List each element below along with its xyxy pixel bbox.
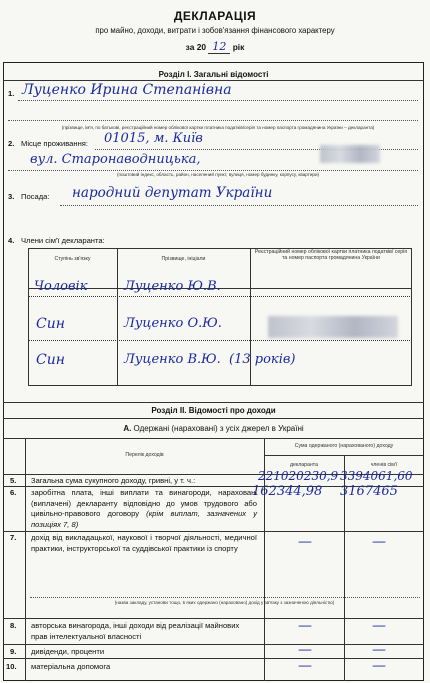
item2-number: 2. <box>8 139 15 148</box>
income-header-sep <box>264 455 424 456</box>
row5-family: 3394061,60 <box>340 469 413 483</box>
item2-caption: (поштовий індекс, область, район, населений пункт, вулиця, номер будинку, корпусу, квартири) <box>116 172 320 177</box>
year-suffix: рік <box>232 42 245 52</box>
section2-title: Розділ ІІ. Відомості про доходи <box>151 406 276 415</box>
row6-bottom <box>3 531 424 532</box>
row8-bottom <box>3 644 424 645</box>
row6-text-main: заробітна плата, інші виплати та винагороди, нараховані (виплачені) декларанту відповідно до умов трудового або цивільно-правового договору <box>31 488 257 518</box>
row6-declarant: 162344,98 <box>252 484 323 499</box>
row8-declarant: — <box>298 618 312 634</box>
row6-family: 3167465 <box>340 484 398 499</box>
family-row-1-name: Луценко Ю.В. <box>124 279 221 294</box>
family-row-1-relation: Чоловік <box>34 279 88 294</box>
family-row-3-relation: Син <box>36 352 65 368</box>
row5-declarant: 221020230,9 <box>258 469 339 483</box>
row10-number: 10. <box>6 662 17 671</box>
family-header-name: Прізвище, ініціали <box>161 256 206 262</box>
item3-number: 3. <box>8 192 15 201</box>
family-row-1-line <box>28 296 412 297</box>
item2-underline-2 <box>8 170 418 171</box>
subtitle-letter: А. <box>123 424 132 433</box>
section2-top-divider <box>3 402 424 403</box>
row7-text: дохід від викладацької, наукової і творчої діяльності, медичної практики, інструкторської та суддівської практики із спорту <box>31 533 257 553</box>
position-label: Посада: <box>21 192 50 201</box>
row10-text: матеріальна допомога <box>31 662 111 671</box>
income-header-list: Перелік доходів <box>125 452 164 458</box>
residence-city: 01015, м. Київ <box>104 131 203 146</box>
row7-bottom <box>3 618 424 619</box>
family-row-2-line <box>28 340 412 341</box>
row9-declarant: — <box>298 642 312 658</box>
item3-underline <box>60 205 418 206</box>
redacted-family-reg <box>268 316 398 338</box>
family-label: Члени сім'ї декларанта: <box>21 236 105 245</box>
row10-declarant: — <box>298 658 312 674</box>
family-row-3-name: Луценко В.Ю. (13 років) <box>124 352 296 367</box>
section2-subtitle <box>3 424 424 433</box>
income-header-sum: Сума одержаного (нарахованого) доходу <box>294 443 394 449</box>
declarant-name: Луценко Ирина Степанівна <box>22 82 232 98</box>
row9-text: дивіденди, проценти <box>31 647 105 656</box>
row7-declarant: — <box>298 534 312 550</box>
income-header-declarant: декларанта <box>290 462 318 468</box>
income-header-family: членів сім'ї <box>370 462 398 468</box>
family-header-relation: Ступінь зв'язку <box>54 256 91 262</box>
year-prefix: за 20 <box>185 42 207 52</box>
family-col-sep-1 <box>117 248 118 386</box>
row10-family: — <box>372 658 386 674</box>
position-value: народний депутат України <box>72 185 273 201</box>
row7-number: 7. <box>10 533 17 542</box>
row8-number: 8. <box>10 621 17 630</box>
declaration-year <box>0 40 430 54</box>
residence-street: вул. Старонаводницька, <box>30 152 201 167</box>
residence-label: Місце проживання: <box>21 139 88 148</box>
row5-text: Загальна сума сукупного доходу, гривні, у т. ч.: <box>31 476 196 485</box>
item4-number: 4. <box>8 236 15 245</box>
family-row-2-relation: Син <box>36 316 65 332</box>
item1-number: 1. <box>8 89 15 98</box>
document-title: ДЕКЛАРАЦІЯ <box>173 9 257 23</box>
section1-title: Розділ І. Загальні відомості <box>158 70 269 79</box>
income-table-top <box>3 438 424 439</box>
redacted-address <box>320 145 380 163</box>
year-value: 12 <box>208 40 230 54</box>
row7-caption: (назва закладу, установи тощо, в яких одержано (нараховано) дохід у зв'язку з зазначеною діяльністю) <box>114 600 335 605</box>
row6-number: 6. <box>10 488 17 497</box>
subtitle-text: Одержані (нараховані) з усіх джерел в Україні <box>133 424 304 433</box>
family-row-2-name: Луценко О.Ю. <box>124 316 222 331</box>
row5-number: 5. <box>10 476 17 485</box>
item1-underline-2 <box>8 120 418 121</box>
item1-caption: (прізвище, ім'я, по батькові, реєстраційний номер облікової картки платника податків/серія та номер паспорта громадянина України – декларанта) <box>61 125 375 130</box>
row9-family: — <box>372 642 386 658</box>
item1-underline <box>18 100 418 101</box>
row6-text-note: (крім виплат, зазначених у позиціях 7, 8) <box>31 509 257 529</box>
row7-underline <box>30 597 420 598</box>
section2-divider <box>3 418 424 419</box>
row9-number: 9. <box>10 647 17 656</box>
row8-family: — <box>372 618 386 634</box>
row7-family: — <box>372 534 386 550</box>
document-subtitle: про майно, доходи, витрати і зобов'язання фінансового характеру <box>95 26 335 35</box>
family-header-reg: Реєстраційний номер облікової картки платника податків/ серія та номер паспорта громадянина України <box>254 249 408 261</box>
section1-divider <box>3 80 424 81</box>
row6-text <box>31 488 257 530</box>
row9-bottom <box>3 658 424 659</box>
row8-text: авторська винагорода, інші доходи від реалізації майнових прав інтелектуальної власності <box>31 621 240 641</box>
